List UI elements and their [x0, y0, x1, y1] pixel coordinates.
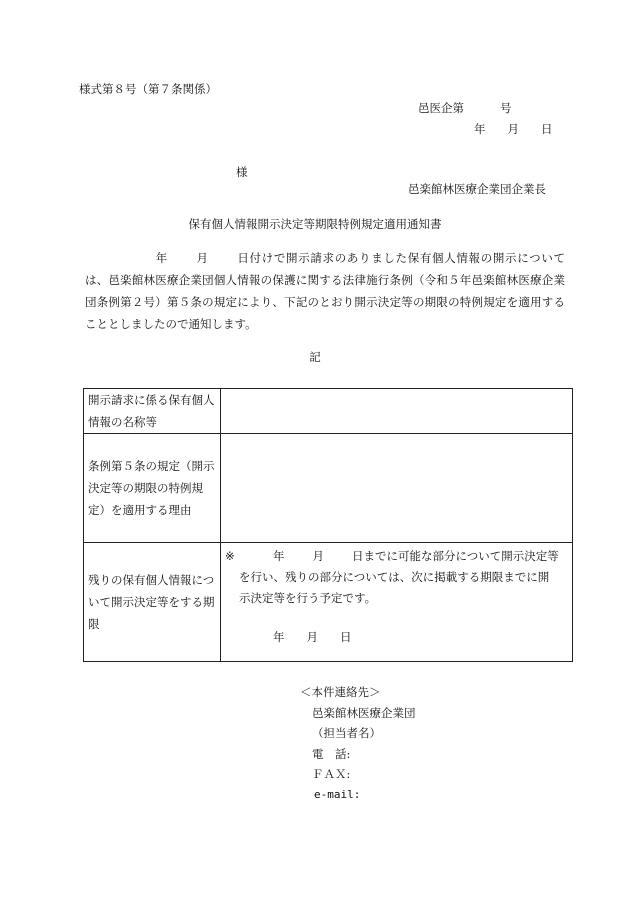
deadline-date: [273, 626, 374, 648]
row3-value: [221, 543, 573, 662]
row1-label: 開示請求に係る保有個人情報の名称等: [84, 389, 221, 434]
issue-date: [474, 121, 553, 137]
document-number-suffix: 号: [500, 101, 512, 115]
form-number: 様式第８号（第７条関係）: [79, 82, 217, 96]
deadline-year: 年: [273, 630, 285, 644]
row3-label: 残りの保有個人情報について開示決定等をする期限: [84, 543, 221, 662]
contact-phone: 電 話:: [312, 746, 351, 761]
contact-fax: ＦＡＸ:: [312, 767, 351, 781]
body-text: 日付けで開示請求のありました保有個人情報の開示については、邑楽館林医療企業団個人情報の保護に関する法律施行条例（令和５年邑楽館林医療企業団条例第２号）第５条の規定により、下記のとおり開示決定等の期限の特例規定を適用することとしましたので通知します。: [85, 251, 565, 331]
note-line-1-text: 日までに可能な部分について開示決定等: [352, 549, 559, 563]
contact-person: （担当者名）: [312, 726, 381, 740]
deadline-day: 日: [340, 630, 352, 644]
note-month: 月: [312, 549, 324, 563]
note-mark: ※: [225, 549, 235, 563]
info-table: [83, 388, 573, 662]
deadline-month: 月: [306, 630, 318, 644]
document-number-prefix: 邑医企第: [418, 101, 464, 115]
contact-block: [300, 682, 416, 805]
body-paragraph: [85, 247, 565, 335]
contact-email: e-mail:: [314, 787, 361, 801]
table-row: [84, 434, 573, 543]
issue-date-year: 年: [474, 122, 486, 136]
contact-organization: 邑楽館林医療企業団: [312, 705, 416, 720]
ki-heading: 記: [309, 350, 321, 364]
contact-heading: ＜本件連絡先＞: [300, 685, 381, 699]
row2-value: [221, 434, 573, 543]
sender-name: 邑楽館林医療企業団企業長: [408, 182, 546, 196]
recipient-honorific: 様: [236, 165, 248, 179]
note-year: 年: [273, 549, 285, 563]
note-line-1: [239, 545, 559, 567]
document-title: 保有個人情報開示決定等期限特例規定適用通知書: [188, 217, 442, 231]
row2-label: 条例第５条の規定（開示決定等の期限の特例規定）を適用する理由: [84, 434, 221, 543]
deadline-note: [221, 543, 572, 661]
row1-value: [221, 389, 573, 434]
table-row: [84, 543, 573, 662]
body-date-year: 年: [155, 251, 168, 265]
issue-date-month: 月: [507, 122, 519, 136]
body-date-month: 月: [195, 251, 209, 265]
note-line-3: 示決定等を行う予定です。: [239, 591, 377, 605]
document-number: [418, 100, 512, 116]
table-row: [84, 389, 573, 434]
note-line-2: を行い、残りの部分については、次に掲載する期限までに開: [239, 570, 550, 584]
issue-date-day: 日: [541, 122, 553, 136]
